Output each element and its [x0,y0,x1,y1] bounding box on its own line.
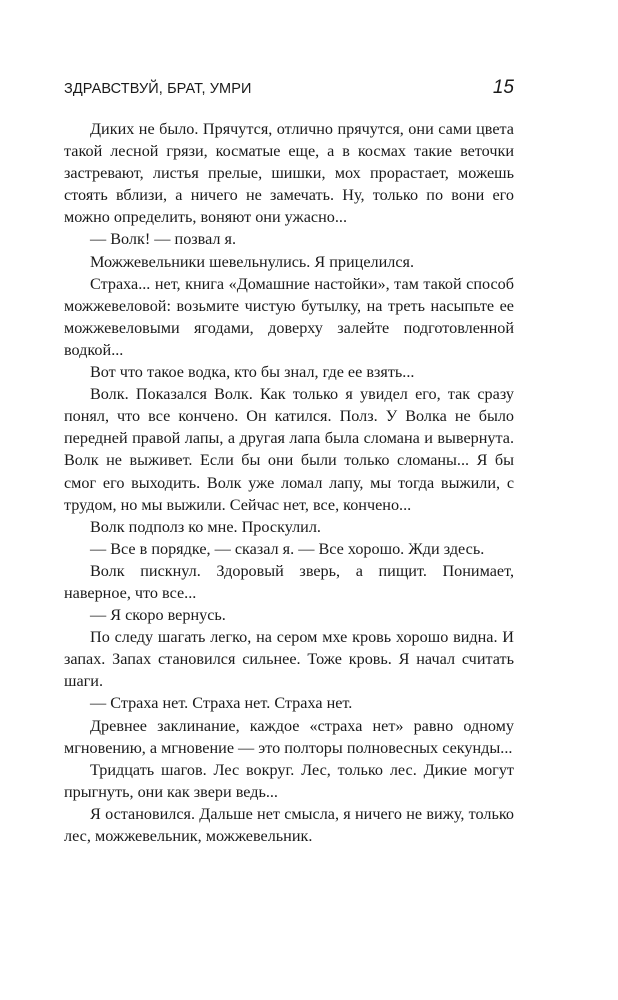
page-number: 15 [492,77,514,98]
paragraph: — Все в порядке, — сказал я. — Все хорошо. Жди здесь. [90,539,485,558]
paragraph: Древнее заклинание, каждое «страха нет» равно одному мгновению, а мгновение — это полторы полновесных секунды... [64,716,514,757]
paragraph: Тридцать шагов. Лес вокруг. Лес, только лес. Дикие могут прыгнуть, они как звери ведь... [64,760,514,801]
paragraph: По следу шагать легко, на сером мхе кровь хорошо видна. И запах. Запах становился сильнее. Тоже кровь. Я начал считать шаги. [64,628,514,691]
paragraph: — Страха нет. Страха нет. Страха нет. [90,694,353,713]
paragraph: — Волк! — позвал я. [90,230,237,249]
running-head [64,78,514,102]
paragraph: Можжевельники шевельнулись. Я прицелился. [90,252,415,271]
paragraph: Страха... нет, книга «Домашние настойки», там такой способ можжевеловой: возьмите чистую бутылку, на треть насыпьте ее можжевеловыми ягодами, доверху залейте подготовленной водкой... [64,274,514,359]
paragraph: Волк пискнул. Здоровый зверь, а пищит. Понимает, наверное, что все... [64,561,514,602]
body-text [64,118,514,847]
running-title: ЗДРАВСТВУЙ, БРАТ, УМРИ [64,81,252,97]
paragraph: Я остановился. Дальше нет смысла, я ничего не вижу, только лес, можжевельник, можжевельник. [64,804,514,845]
paragraph: Волк подполз ко мне. Проскулил. [90,517,321,536]
paragraph: — Я скоро вернусь. [90,606,226,625]
paragraph: Вот что такое водка, кто бы знал, где ее взять... [90,363,415,382]
paragraph: Диких не было. Прячутся, отлично прячутся, они сами цвета такой лесной грязи, косматые еще, а в космах такие веточки застревают, листья прелые, шишки, мох прорастает, можешь стоять вблизи, а ничего не замечать. Ну, только по вони его можно определить, воняют они ужасно... [64,120,514,227]
paragraph: Волк. Показался Волк. Как только я увидел его, так сразу понял, что все кончено. Он катился. Полз. У Волка не было передней правой лапы, а другая лапа была сломана и вывернута. Волк не выживет. Если бы они были только сломаны... Я бы смог его выходить. Волк уже ломал лапу, мы тогда выжили, с трудом, но мы выжили. Сейчас нет, все, кончено... [64,385,514,514]
